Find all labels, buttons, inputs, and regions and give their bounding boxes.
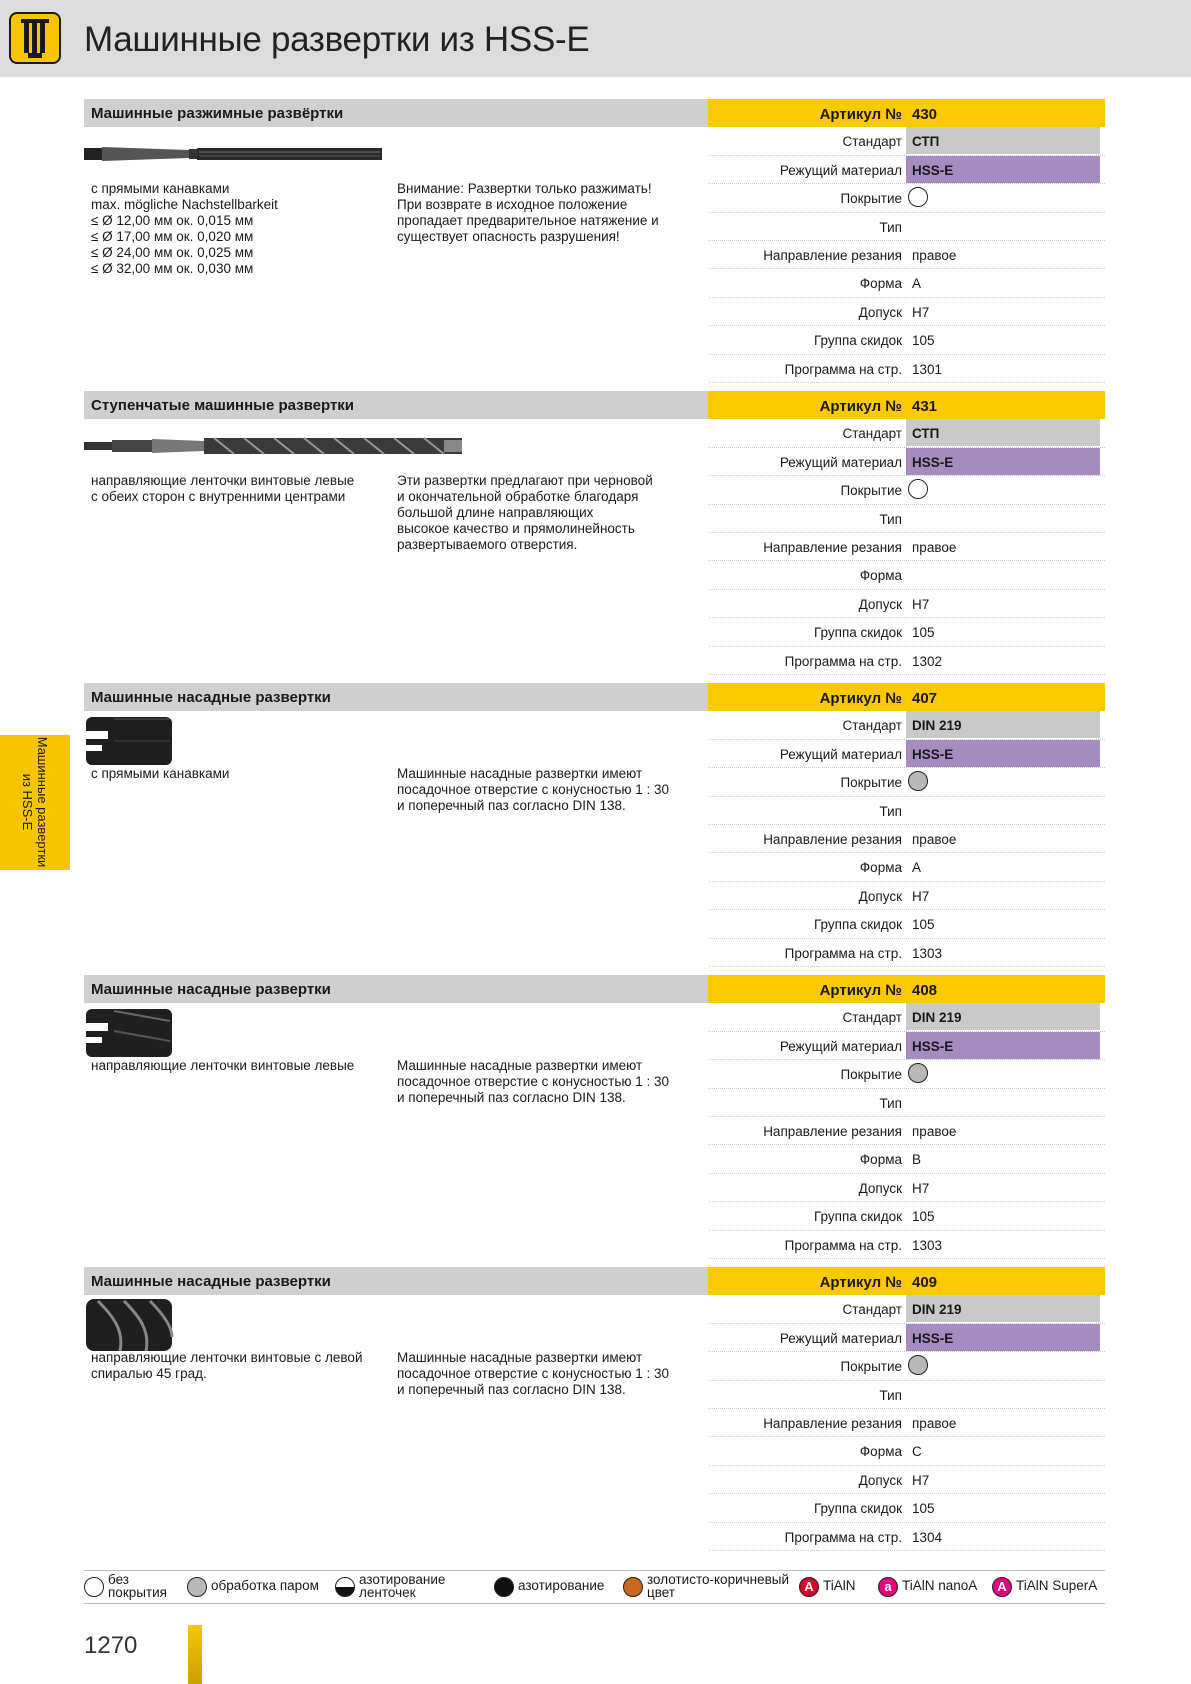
spec-value-tolerance: H7 [912,1472,930,1488]
spec-label: Тип [879,1095,902,1111]
spec-value-material: HSS-E [906,1324,1100,1351]
spec-row-discount [708,910,1105,938]
spec-row-article [708,683,1105,711]
spec-row-discount [708,326,1105,354]
spec-row-type [708,213,1105,241]
spec-label: Форма [859,1152,902,1168]
white-circle-icon [84,1577,104,1597]
spec-value-direction: правое [912,247,957,263]
spec-row-tolerance [708,882,1105,910]
page-bar [188,1625,202,1684]
spec-row-material [708,1032,1105,1060]
spec-label: Допуск [858,596,902,612]
spec-table [708,391,1105,675]
feature-description: с прямыми канавками max. mögliche Nachstellbarkeit ≤ Ø 12,00 мм ок. 0,015 мм ≤ Ø 17,00 мм ок. 0,020 мм ≤ Ø 24,00 мм ок. 0,025 мм ≤ Ø 32,00 мм ок. 0,030 мм [91,181,278,276]
spec-row-material [708,740,1105,768]
spec-row-standard [708,1003,1105,1031]
spec-value-article: 430 [912,106,938,123]
spec-row-discount [708,1494,1105,1522]
feature-description: направляющие ленточки винтовые левые [91,1058,355,1073]
spec-row-article [708,1267,1105,1295]
reamer-logo-icon [9,12,61,64]
reamer-image [84,1297,174,1358]
spec-row-material [708,448,1105,476]
spec-row-material [708,156,1105,184]
spec-row-type [708,1381,1105,1409]
spec-table [708,975,1105,1259]
spec-value-tolerance: H7 [912,304,930,320]
spec-value-standard: СТП [906,419,1100,446]
spec-label: Форма [859,860,902,876]
spec-label: Направление резания [763,539,902,555]
spec-row-form [708,561,1105,589]
spec-row-tolerance [708,298,1105,326]
section-header [84,975,708,1003]
spec-value-standard: DIN 219 [906,1003,1100,1030]
spec-label: Режущий материал [779,454,902,470]
spec-row-article [708,391,1105,419]
white-circle-icon [908,479,928,499]
tialn-icon: A [799,1577,819,1597]
note-description: Машинные насадные развертки имеют посадочное отверстие с конусностью 1 : 30 и поперечный паз согласно DIN 138. [397,1058,670,1105]
section-header [84,1267,708,1295]
coating-legend [84,1570,1105,1604]
spec-value-form: A [912,860,922,876]
note-description: Эти развертки предлагают при черновой и окончательной обработке благодаря большой длине направляющих высокое качество и прямолинейность развертываемого отверстия. [397,473,653,552]
spec-label: Группа скидок [813,1209,902,1225]
spec-label: Направление резания [763,1415,902,1431]
spec-value-direction: правое [912,1415,957,1431]
spec-label: Стандарт [842,134,902,150]
spec-label: Программа на стр. [784,361,902,377]
spec-row-program [708,1523,1105,1551]
spec-value-type [906,797,1100,824]
spec-label: Артикул № [819,1274,902,1291]
spec-row-tolerance [708,1466,1105,1494]
spec-label: Допуск [858,1472,902,1488]
top-bar [0,0,1191,77]
spec-label: Стандарт [842,1302,902,1318]
spec-row-discount [708,1202,1105,1230]
reamer-image [84,1007,174,1064]
spec-row-program [708,939,1105,967]
spec-row-direction [708,241,1105,269]
spec-table [708,99,1105,383]
feature-description: направляющие ленточки винтовые с левой спиралью 45 град. [91,1350,363,1381]
spec-row-program [708,1231,1105,1259]
spec-label: Форма [859,1444,902,1460]
spec-label: Покрытие [840,775,902,791]
grey-circle-icon [908,1355,928,1375]
spec-value-form: C [912,1444,922,1460]
spec-table [708,1267,1105,1551]
spec-value-type [906,1089,1100,1116]
section-title: Машинные насадные развертки [91,689,331,706]
spec-label: Тип [879,803,902,819]
spec-row-article [708,975,1105,1003]
legend-label: TiAlN nanoA [902,1578,978,1593]
side-tab-label: Машинные развертки из HSS-E [20,736,50,868]
spec-value-tolerance: H7 [912,1180,930,1196]
spec-value-article: 409 [912,1274,938,1291]
note-description: Машинные насадные развертки имеют посадочное отверстие с конусностью 1 : 30 и поперечный паз согласно DIN 138. [397,1350,670,1397]
page-title: Машинные развертки из HSS-E [84,20,590,59]
spec-label: Режущий материал [779,1330,902,1346]
product-section [84,391,1105,683]
spec-value-type [906,1381,1100,1408]
product-section [84,975,1105,1267]
spec-row-program [708,647,1105,675]
feature-description: с прямыми канавками [91,766,230,781]
spec-value-form: B [912,1152,922,1168]
spec-row-coating [708,1060,1105,1088]
reamer-image [84,715,174,772]
spec-value-form [906,561,1100,588]
spec-label: Артикул № [819,398,902,415]
spec-label: Программа на стр. [784,653,902,669]
spec-value-material: HSS-E [906,156,1100,183]
spec-row-tolerance [708,590,1105,618]
spec-row-article [708,99,1105,127]
spec-row-type [708,797,1105,825]
spec-label: Артикул № [819,106,902,123]
reamer-image [84,434,464,463]
legend-label: обработка паром [211,1578,319,1593]
half-black-circle-icon [335,1577,355,1597]
spec-value-discount: 105 [912,1501,935,1517]
spec-label: Допуск [858,888,902,904]
page-number: 1270 [84,1632,138,1659]
legend-label: азотирование ленточек [359,1572,446,1600]
spec-label: Форма [859,276,902,292]
spec-label: Направление резания [763,1123,902,1139]
spec-label: Тип [879,511,902,527]
reamer-image [84,142,384,171]
grey-circle-icon [908,771,928,791]
spec-row-program [708,355,1105,383]
spec-value-discount: 105 [912,917,935,933]
spec-label: Группа скидок [813,917,902,933]
legend-label: TiAlN SuperA [1016,1578,1098,1593]
spec-value-type [906,213,1100,240]
spec-row-standard [708,127,1105,155]
section-title: Ступенчатые машинные развертки [91,397,355,414]
spec-label: Допуск [858,304,902,320]
section-header [84,99,708,127]
spec-row-standard [708,1295,1105,1323]
spec-label: Артикул № [819,690,902,707]
product-section [84,99,1105,391]
spec-row-form [708,269,1105,297]
spec-label: Режущий материал [779,1038,902,1054]
tialn-nanoa-icon: a [878,1577,898,1597]
spec-row-standard [708,711,1105,739]
spec-value-direction: правое [912,539,957,555]
spec-value-direction: правое [912,831,957,847]
spec-value-tolerance: H7 [912,596,930,612]
spec-row-direction [708,1409,1105,1437]
spec-label: Группа скидок [813,333,902,349]
spec-label: Артикул № [819,982,902,999]
spec-row-form [708,1437,1105,1465]
spec-label: Стандарт [842,718,902,734]
spec-value-program: 1303 [912,1237,943,1253]
grey-circle-icon [908,1063,928,1083]
black-circle-icon [494,1577,514,1597]
spec-row-direction [708,533,1105,561]
spec-row-type [708,505,1105,533]
spec-label: Группа скидок [813,625,902,641]
spec-row-discount [708,618,1105,646]
spec-label: Покрытие [840,483,902,499]
spec-row-tolerance [708,1174,1105,1202]
spec-value-material: HSS-E [906,740,1100,767]
spec-value-program: 1303 [912,945,943,961]
product-section [84,1267,1105,1559]
spec-value-tolerance: H7 [912,888,930,904]
legend-label: без покрытия [108,1572,167,1600]
spec-label: Режущий материал [779,162,902,178]
legend-label: TiAlN [823,1578,856,1593]
spec-value-article: 408 [912,982,938,999]
legend-label: азотирование [518,1578,605,1593]
spec-label: Покрытие [840,1359,902,1375]
grey-circle-icon [187,1577,207,1597]
white-circle-icon [908,187,928,207]
spec-value-standard: DIN 219 [906,711,1100,738]
spec-row-type [708,1089,1105,1117]
note-description: Внимание: Развертки только разжимать! При возврате в исходное положение пропадает предварительное натяжение и существует опасность разрушения! [397,181,659,244]
product-section [84,683,1105,975]
spec-row-direction [708,1117,1105,1145]
section-header [84,683,708,711]
spec-value-direction: правое [912,1123,957,1139]
spec-value-article: 431 [912,398,938,415]
spec-row-coating [708,768,1105,796]
spec-label: Покрытие [840,191,902,207]
spec-value-material: HSS-E [906,448,1100,475]
spec-value-discount: 105 [912,333,935,349]
section-title: Машинные насадные развертки [91,1273,331,1290]
spec-row-coating [708,184,1105,212]
spec-label: Покрытие [840,1067,902,1083]
section-title: Машинные насадные развертки [91,981,331,998]
note-description: Машинные насадные развертки имеют посадочное отверстие с конусностью 1 : 30 и поперечный паз согласно DIN 138. [397,766,670,813]
spec-row-form [708,1145,1105,1173]
side-tab[interactable] [0,735,70,870]
spec-value-discount: 105 [912,1209,935,1225]
section-header [84,391,708,419]
spec-label: Программа на стр. [784,1237,902,1253]
brown-circle-icon [623,1577,643,1597]
spec-label: Направление резания [763,247,902,263]
spec-label: Группа скидок [813,1501,902,1517]
spec-label: Стандарт [842,426,902,442]
feature-description: направляющие ленточки винтовые левые с обеих сторон с внутренними центрами [91,473,355,504]
spec-label: Программа на стр. [784,1529,902,1545]
spec-table [708,683,1105,967]
spec-value-material: HSS-E [906,1032,1100,1059]
spec-value-article: 407 [912,690,938,707]
spec-value-program: 1304 [912,1529,943,1545]
spec-value-program: 1301 [912,361,943,377]
spec-row-standard [708,419,1105,447]
spec-label: Допуск [858,1180,902,1196]
spec-row-direction [708,825,1105,853]
spec-label: Тип [879,1387,902,1403]
spec-value-discount: 105 [912,625,935,641]
section-title: Машинные разжимные развёртки [91,105,344,122]
spec-label: Направление резания [763,831,902,847]
spec-value-standard: СТП [906,127,1100,154]
spec-row-coating [708,476,1105,504]
legend-label: золотисто-коричневый цвет [647,1572,790,1600]
spec-value-standard: DIN 219 [906,1295,1100,1322]
spec-row-coating [708,1352,1105,1380]
spec-label: Программа на стр. [784,945,902,961]
spec-row-material [708,1324,1105,1352]
spec-label: Тип [879,219,902,235]
spec-row-form [708,853,1105,881]
tialn-supera-icon: A [992,1577,1012,1597]
spec-value-form: A [912,276,922,292]
spec-label: Режущий материал [779,746,902,762]
spec-value-type [906,505,1100,532]
spec-label: Форма [859,568,902,584]
spec-value-program: 1302 [912,653,943,669]
spec-label: Стандарт [842,1010,902,1026]
